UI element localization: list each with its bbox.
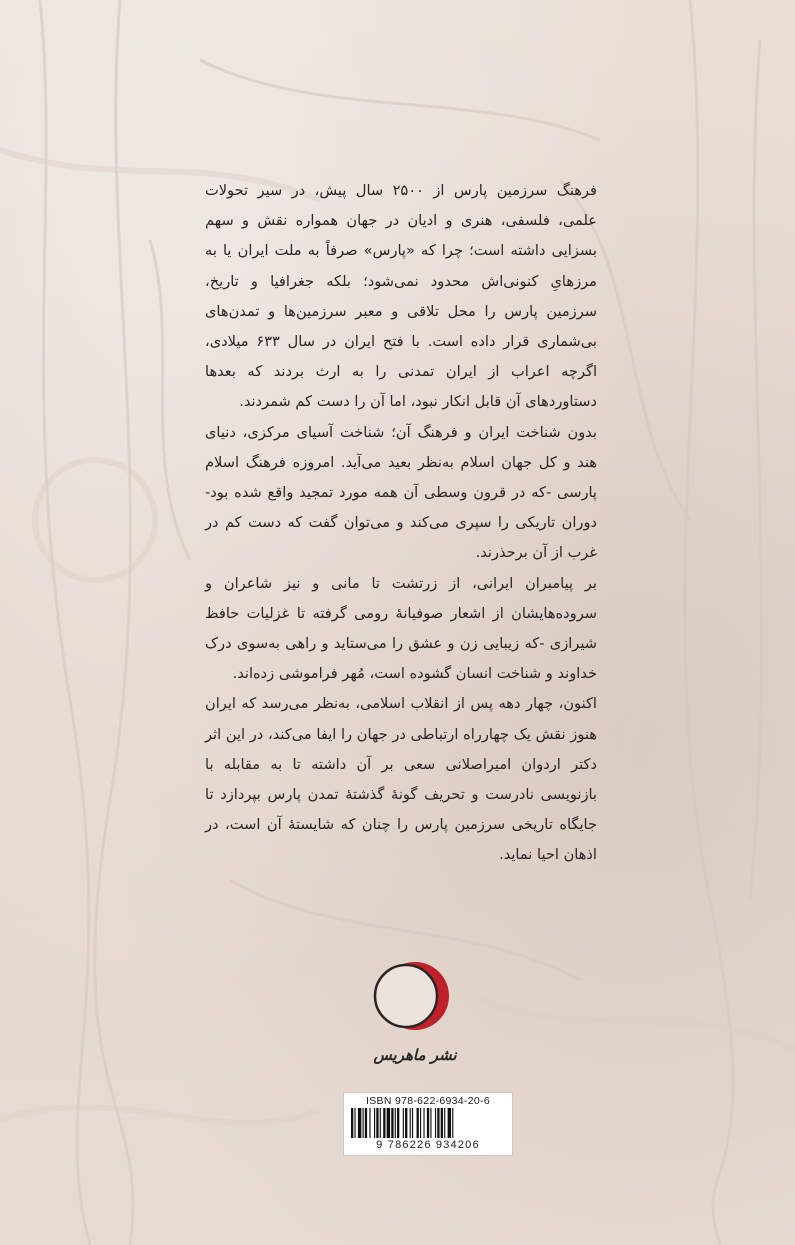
blurb-paragraph-1: فرهنگ سرزمین پارس از ۲۵۰۰ سال پیش، در سیر تحولات علمی، فلسفی، هنری و ادیان در جهان همواره نقش و سهم بسزایی داشته است؛ چرا که «پارس» صرفاً به ملت ایران یا به مرزهایِ کنونی‌اش محدود نمی‌شود؛ بلکه جغرافیا و تاریخ، سرزمین پارس را محل تلاقی و معبر سرزمین‌ها و تمدن‌های بی‌شماری قرار داده است. با فتح ایران در سال ۶۳۳ میلادی، اگرچه اعراب از ایران تمدنی را به ارث بردند که بعدها دستاوردهای آن قابل انکار نبود، اما آن را دست کم شمردند.	[205, 182, 597, 411]
publisher-name: نشر ماهریس	[373, 1046, 457, 1064]
publisher-logo	[366, 948, 464, 1078]
blurb-paragraph-4: اکنون، چهار دهه پس از انقلاب اسلامی، به‌نظر می‌رسد که ایران هنوز نقش یک چهارراه ارتباطی در جهان را ایفا می‌کند، در این اثر دکتر اردوان امیراصلانی سعی بر آن داشته تا به مقابله با بازنویسی نادرست و تحریف گونهٔ گذشتهٔ تمدن پارس بپردازد تا جایگاه تاریخی سرزمین پارس را چنان که شایستهٔ آن است، در اذهان احیا نماید.	[205, 695, 597, 864]
barcode-digits: 9 786226 934206	[376, 1139, 480, 1151]
isbn-label: ISBN 978-622-6934-20-6	[366, 1095, 490, 1107]
isbn-barcode	[343, 1092, 513, 1156]
back-cover-blurb	[205, 176, 597, 871]
blurb-paragraph-2: بدون شناخت ایران و فرهنگ آن؛ شناخت آسیای مرکزی، دنیای هند و کل جهان اسلام به‌نظر بعید می‌آید. امروزه فرهنگ اسلام پارسی -که در قرون وسطی آن همه مورد تمجید واقع شده بود- دوران تاریکی را سپری می‌کند و می‌توان گفت که دست کم در غرب از آن برحذرند.	[205, 423, 597, 562]
blurb-paragraph-3: بر پیامبران ایرانی، از زرتشت تا مانی و نیز شاعران و سروده‌هایشان از اشعار صوفیانهٔ رومی گرفته تا غزلیات حافظ شیرازی -که زیبایی زن و عشق را می‌ستاید و راهی به‌سوی درک خداوند و شناخت انسان گشوده است، مُهر فراموشی زده‌اند.	[205, 574, 597, 683]
barcode-bars	[351, 1108, 505, 1138]
crescent-logo-icon	[366, 948, 464, 1044]
